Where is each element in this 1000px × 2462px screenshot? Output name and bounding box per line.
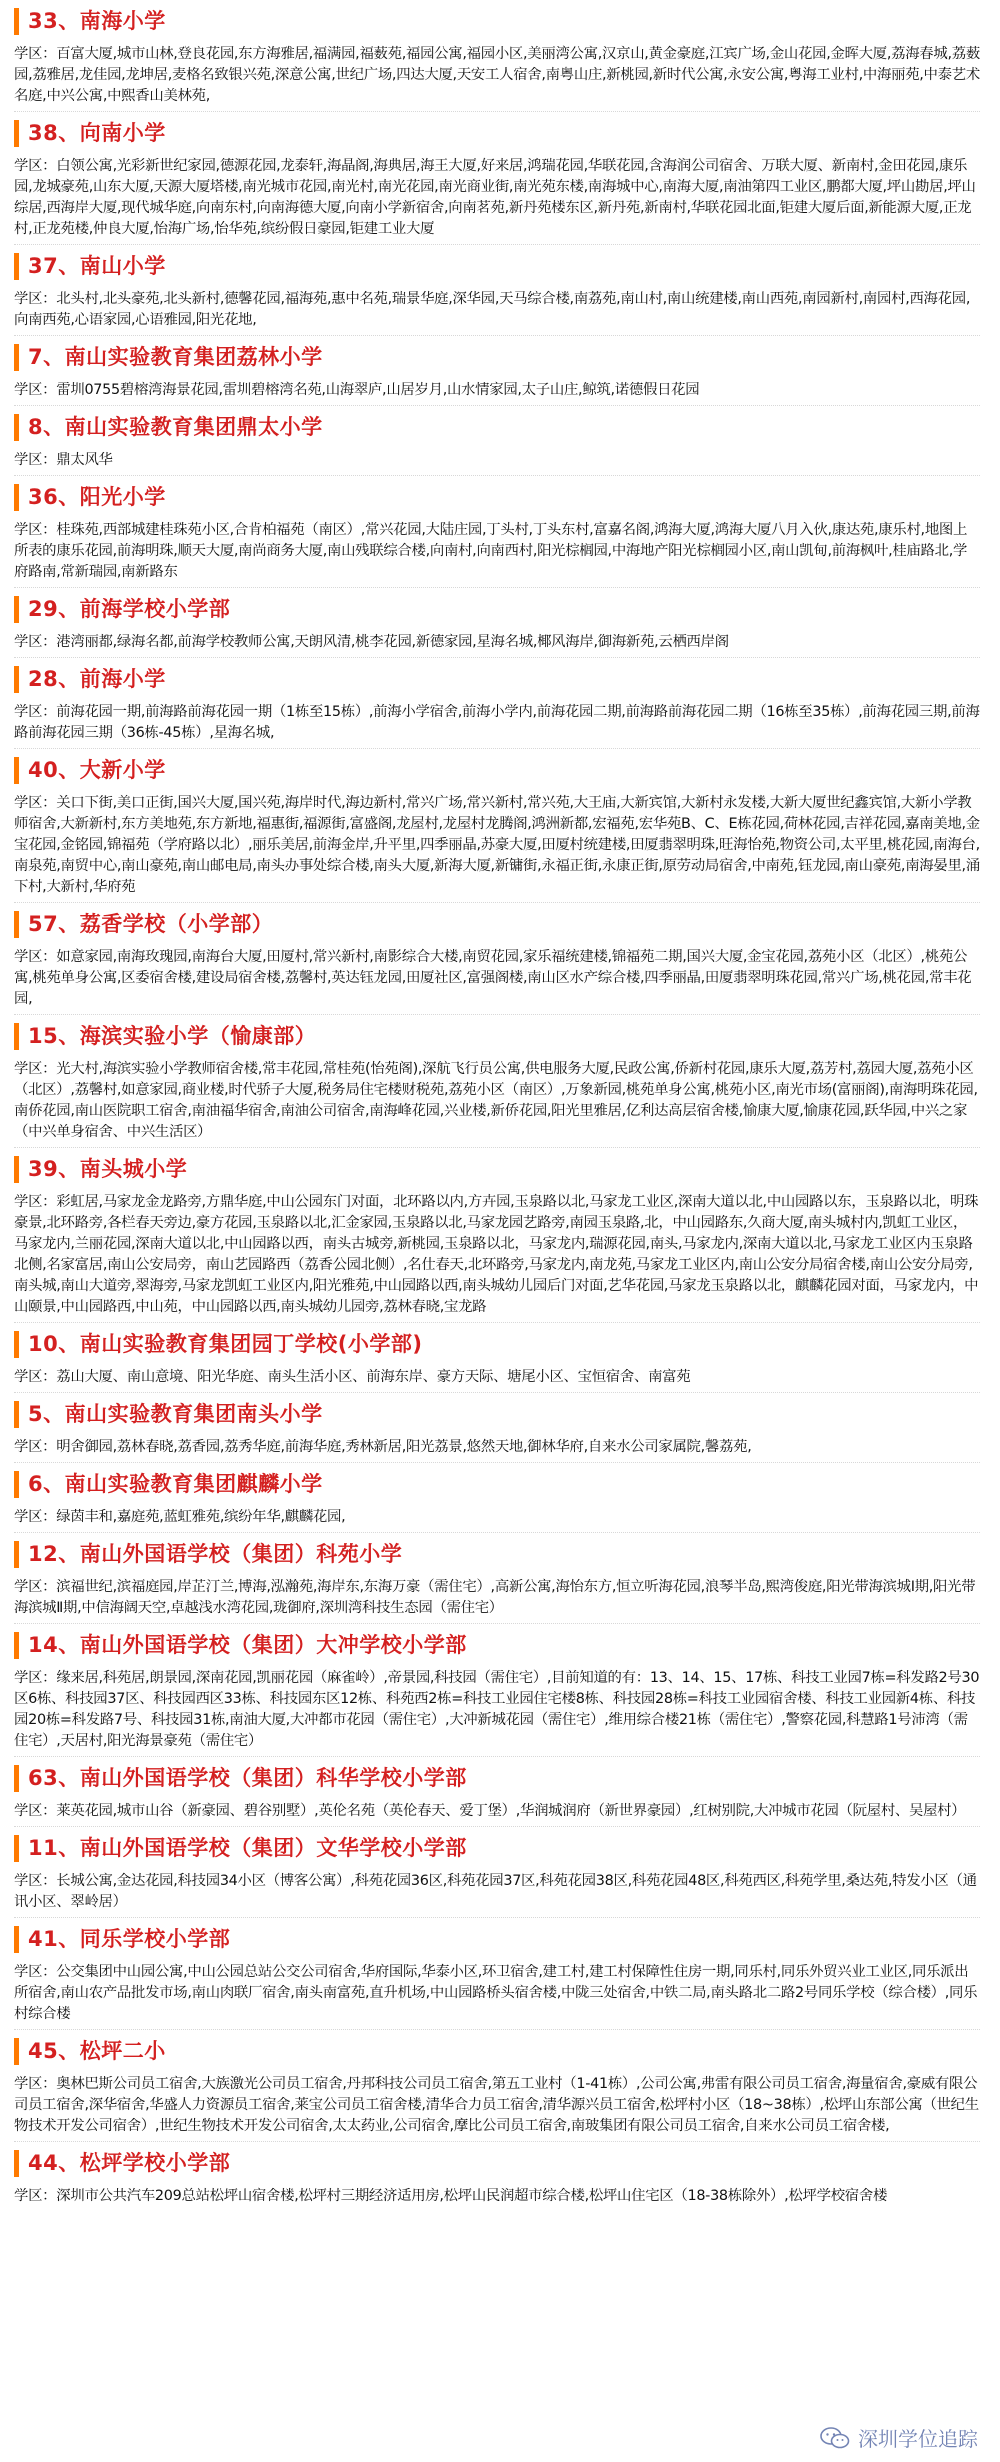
school-entry	[14, 1918, 980, 2030]
school-district-text: 学区：前海花园一期,前海路前海花园一期（1栋至15栋）,前海小学宿舍,前海小学内,前海花园二期,前海路前海花园二期（16栋至35栋）,前海花园三期,前海路前海花园三期（36栋-45栋）,星海名城,	[14, 704, 980, 741]
orange-bar-marker	[14, 1632, 19, 1659]
school-title: 63、南山外国语学校（集团）科华学校小学部	[28, 1766, 467, 1790]
school-title: 28、前海小学	[28, 667, 166, 691]
school-district-text: 学区：光大村,海滨实验小学教师宿舍楼,常丰花园,常桂苑(怡苑阁),深航飞行员公寓,供电服务大厦,民政公寓,侨新村花园,康乐大厦,荔芳村,荔园大厦,荔苑小区（北区）,荔馨村,如意家园,商业楼,时代骄子大厦,税务局住宅楼财税苑,荔苑小区（南区）,万象新园,桃苑单身公寓,桃苑小区,南光市场(富丽阁),南海明珠花园,南侨花园,南山医院职工宿舍,南油福华宿舍,南油公司宿舍,南海峰花园,兴业楼,新侨花园,阳光里雅居,亿利达高层宿舍楼,愉康大厦,愉康花园,跃华园,中兴之家（中兴单身宿舍、中兴生活区）	[14, 1061, 978, 1140]
school-title: 8、南山实验教育集团鼎太小学	[28, 415, 323, 439]
orange-bar-marker	[14, 1765, 19, 1792]
orange-bar-marker	[14, 1401, 19, 1428]
school-district-text: 学区：如意家园,南海玫瑰园,南海台大厦,田厦村,常兴新村,南影综合大楼,南贸花园,家乐福统建楼,锦福苑二期,国兴大厦,金宝花园,荔苑小区（北区）,桃苑公寓,桃苑单身公寓,区委宿舍楼,建设局宿舍楼,荔馨村,英达钰龙园,田厦社区,富强阁楼,南山区水产综合楼,四季丽晶,田厦翡翠明珠花园,常兴广场,桃花园,常丰花园,	[14, 949, 972, 1007]
school-district-text: 学区：彩虹居,马家龙金龙路旁,方鼎华庭,中山公园东门对面，北环路以内,方卉园,玉泉路以北,马家龙工业区,深南大道以北,中山园路以东，玉泉路以北，明珠豪景,北环路旁,各栏春天旁边,豪方花园,玉泉路以北,汇金家园,玉泉路以北,马家龙园艺路旁,南园玉泉路,北，中山园路东,久商大厦,南头城村内,凯虹工业区，马家龙内,兰丽花园,深南大道以北,中山园路以西，南头古城旁,新桃园,玉泉路以北，马家龙内,瑞源花园,南头,马家龙内,深南大道以北,马家龙工业区内玉泉路北侧,名家富居,南山公安局旁，南山艺园路西（荔香公园北侧）,名仕春天,北环路旁,马家龙内,南龙苑,马家龙工业区内,南山公安分局宿舍楼,南山公安分局旁,南头城,南山大道旁,翠海旁,马家龙凯虹工业区内,阳光雅苑,中山园路以西,南头城幼儿园后门对面,艺华花园,马家龙玉泉路以北，麒麟花园对面，马家龙内，中山颐景,中山园路西,中山苑，中山园路以西,南头城幼儿园旁,荔林春晓,宝龙路	[14, 1194, 979, 1315]
orange-bar-marker	[14, 414, 19, 441]
school-district-text: 学区：关口下街,美口正街,国兴大厦,国兴苑,海岸时代,海边新村,常兴广场,常兴新村,常兴苑,大王庙,大新宾馆,大新村永发楼,大新大厦世纪鑫宾馆,大新小学教师宿舍,大新新村,东方美地苑,东方新地,福惠街,福源街,富盛阁,龙屋村,龙屋村龙腾阁,鸿洲新都,宏福苑,宏华苑B、C、E栋花园,荷林花园,吉祥花园,嘉南美地,金宝花园,金铭园,锦福苑（学府路以北）,丽乐美居,前海金岸,升平里,四季丽晶,苏豪大厦,田厦村统建楼,田厦翡翠明珠,旺海怡苑,物资公司,太平里,桃花园,南海台,南泉苑,南贸中心,南山豪苑,南山邮电局,南头办事处综合楼,南头大厦,新海大厦,新镛街,永福正街,永康正街,原劳动局宿舍,中南苑,钰龙园,南山豪苑,南海晏里,涌下村,大新村,华府苑	[14, 795, 980, 895]
orange-bar-marker	[14, 596, 19, 623]
school-entry	[14, 588, 980, 658]
school-district-text: 学区：明舍御园,荔林春晓,荔香园,荔秀华庭,前海华庭,秀林新居,阳光荔景,悠然天地,御林华府,自来水公司家属院,馨荔苑,	[14, 1439, 752, 1455]
orange-bar-marker	[14, 911, 19, 938]
school-district-text: 学区：公交集团中山园公寓,中山公园总站公交公司宿舍,华府国际,华泰小区,环卫宿舍,建工村,建工村保障性住房一期,同乐村,同乐外贸兴业工业区,同乐派出所宿舍,南山农产品批发市场,南山肉联厂宿舍,南头南富苑,直升机场,中山园路桥头宿舍楼,中陇三处宿舍,中铁二局,南头路北二路2号同乐学校（综合楼）,同乐村综合楼	[14, 1964, 978, 2022]
school-district-text: 学区：桂珠苑,西部城建桂珠苑小区,合肯柏福苑（南区）,常兴花园,大陆庄园,丁头村,丁头东村,富嘉名阁,鸿海大厦,鸿海大厦八月入伙,康达苑,康乐村,地图上所表的康乐花园,前海明珠,顺天大厦,南尚商务大厦,南山残联综合楼,向南村,向南西村,阳光棕榈园,中海地产阳光棕榈园小区,南山凯甸,前海枫叶,桂庙路北,学府路南,常新瑞园,南新路东	[14, 522, 968, 580]
school-district-text: 学区：深圳市公共汽车209总站松坪山宿舍楼,松坪村三期经济适用房,松坪山民润超市综合楼,松坪山住宅区（18-38栋除外）,松坪学校宿舍楼	[14, 2188, 888, 2204]
orange-bar-marker	[14, 2150, 19, 2177]
school-district-text: 学区：北头村,北头豪苑,北头新村,德馨花园,福海苑,惠中名苑,瑞景华庭,深华园,天马综合楼,南荔苑,南山村,南山统建楼,南山西苑,南园新村,南园村,西海花园,向南西苑,心语家园,心语雅园,阳光花地,	[14, 291, 971, 328]
orange-bar-marker	[14, 757, 19, 784]
school-entry	[14, 2142, 980, 2207]
school-entry	[14, 245, 980, 336]
school-entry	[14, 1463, 980, 1533]
school-title: 33、南海小学	[28, 9, 166, 33]
school-district-text: 学区：滨福世纪,滨福庭园,岸芷汀兰,博海,泓瀚苑,海岸东,东海万豪（需住宅）,高新公寓,海怡东方,恒立听海花园,浪琴半岛,熙湾俊庭,阳光带海滨城Ⅰ期,阳光带海滨城Ⅱ期,中信海阔天空,卓越浅水湾花园,珑御府,深圳湾科技生态园（需住宅）	[14, 1579, 976, 1616]
school-title: 37、南山小学	[28, 254, 166, 278]
school-entry	[14, 1827, 980, 1918]
school-title: 57、荔香学校（小学部）	[28, 912, 274, 936]
school-entry	[14, 1148, 980, 1323]
school-district-text: 学区：长城公寓,金达花园,科技园34小区（博客公寓）,科苑花园36区,科苑花园37区,科苑花园38区,科苑花园48区,科苑西区,科苑学里,桑达苑,特发小区（通讯小区、翠岭居）	[14, 1873, 977, 1910]
school-entry	[14, 336, 980, 406]
school-entry	[14, 658, 980, 749]
orange-bar-marker	[14, 1156, 19, 1183]
school-entry	[14, 2030, 980, 2142]
school-entry	[14, 903, 980, 1015]
school-title: 6、南山实验教育集团麒麟小学	[28, 1472, 323, 1496]
school-title: 44、松坪学校小学部	[28, 2151, 231, 2175]
orange-bar-marker	[14, 1471, 19, 1498]
orange-bar-marker	[14, 8, 19, 35]
school-title: 36、阳光小学	[28, 485, 166, 509]
orange-bar-marker	[14, 1926, 19, 1953]
school-district-text: 学区：荔山大厦、南山意境、阳光华庭、南头生活小区、前海东岸、豪方天际、塘尾小区、宝恒宿舍、南富苑	[14, 1369, 691, 1385]
school-entry	[14, 1015, 980, 1148]
school-district-text: 学区：缘来居,科苑居,朗景园,深南花园,凯丽花园（麻雀岭）,帝景园,科技园（需住宅）,目前知道的有：13、14、15、17栋、科技工业园7栋=科发路2号30区6栋、科技园37区、科技园西区33栋、科技园东区12栋、科苑西2栋=科技工业园住宅楼8栋、科技园28栋=科技工业园宿舍楼、科技工业园新4栋、科技园20栋=科发路7号、科技园31栋,南油大厦,大冲都市花园（需住宅）,大冲新城花园（需住宅）,维用综合楼21栋（需住宅）,警察花园,科慧路1号沛湾（需住宅）,天居村,阳光海景豪苑（需住宅）	[14, 1670, 980, 1749]
school-title: 12、南山外国语学校（集团）科苑小学	[28, 1542, 403, 1566]
school-title: 5、南山实验教育集团南头小学	[28, 1402, 323, 1426]
school-list	[14, 0, 980, 2207]
school-district-text: 学区：奥林巴斯公司员工宿舍,大族激光公司员工宿舍,丹邦科技公司员工宿舍,第五工业村（1-41栋）,公司公寓,弗雷有限公司员工宿舍,海量宿舍,豪威有限公司员工宿舍,深华宿舍,华盛人力资源员工宿舍,莱宝公司员工宿舍楼,清华合力员工宿舍,清华源兴员工宿舍,松坪村小区（18~38栋）,松坪山东部公寓（世纪生物技术开发公司宿舍）,世纪生物技术开发公司宿舍,太太药业,公司宿舍,摩比公司员工宿舍,南玻集团有限公司员工宿舍,自来水公司员工宿舍楼,	[14, 2076, 979, 2134]
school-title: 7、南山实验教育集团荔林小学	[28, 345, 323, 369]
school-entry	[14, 406, 980, 476]
school-entry	[14, 112, 980, 245]
school-entry	[14, 1624, 980, 1757]
school-title: 11、南山外国语学校（集团）文华学校小学部	[28, 1836, 467, 1860]
orange-bar-marker	[14, 1023, 19, 1050]
orange-bar-marker	[14, 120, 19, 147]
school-entry	[14, 1533, 980, 1624]
school-entry	[14, 0, 980, 112]
school-entry	[14, 1757, 980, 1827]
orange-bar-marker	[14, 2038, 19, 2065]
school-title: 38、向南小学	[28, 121, 166, 145]
school-district-text: 学区：绿茵丰和,嘉庭苑,蓝虹雅苑,缤纷年华,麒麟花园,	[14, 1509, 346, 1525]
school-title: 45、松坪二小	[28, 2039, 166, 2063]
school-entry	[14, 1393, 980, 1463]
orange-bar-marker	[14, 666, 19, 693]
watermark	[820, 2423, 978, 2452]
school-district-text: 学区：白领公寓,光彩新世纪家园,德源花园,龙泰轩,海晶阁,海典居,海王大厦,好来居,鸿瑞花园,华联花园,含海润公司宿舍、万联大厦、新南村,金田花园,康乐园,龙城豪苑,山东大厦,天源大厦塔楼,南光城市花园,南光村,南光花园,南光商业街,南光苑东楼,南海城中心,南海大厦,南油第四工业区,鹏都大厦,坪山勘居,坪山综居,西海岸大厦,现代城华庭,向南东村,向南海德大厦,向南小学新宿舍,向南茗苑,新丹苑楼东区,新丹苑,新南村,华联花园北面,钜建大厦后面,新能源大厦,正龙村,正龙苑楼,仲良大厦,怡海广场,怡华苑,缤纷假日豪园,钜建工业大厦	[14, 158, 976, 237]
orange-bar-marker	[14, 344, 19, 371]
school-title: 15、海滨实验小学（愉康部）	[28, 1024, 317, 1048]
orange-bar-marker	[14, 1541, 19, 1568]
school-title: 14、南山外国语学校（集团）大冲学校小学部	[28, 1633, 467, 1657]
school-district-text: 学区：港湾丽都,绿海名都,前海学校教师公寓,天朗风清,桃李花园,新德家园,星海名城,椰风海岸,御海新苑,云栖西岸阁	[14, 634, 729, 650]
school-title: 41、同乐学校小学部	[28, 1927, 231, 1951]
orange-bar-marker	[14, 253, 19, 280]
orange-bar-marker	[14, 1835, 19, 1862]
school-title: 39、南头城小学	[28, 1157, 188, 1181]
orange-bar-marker	[14, 1331, 19, 1358]
school-district-text: 学区：百富大厦,城市山林,登良花园,东方海雅居,福满园,福薮苑,福园公寓,福园小区,美丽湾公寓,汉京山,黄金豪庭,江宾广场,金山花园,金晖大厦,荔海春城,荔薮园,荔雅居,龙佳园,龙坤居,麦格名致银兴苑,深意公寓,世纪广场,四达大厦,天安工人宿舍,南粤山庄,新桃园,新时代公寓,永安公寓,粤海工业村,中海丽苑,中泰艺术名庭,中兴公寓,中熙香山美林苑,	[14, 46, 980, 104]
school-entry	[14, 749, 980, 903]
wechat-icon	[820, 2426, 850, 2450]
orange-bar-marker	[14, 484, 19, 511]
school-title: 40、大新小学	[28, 758, 166, 782]
school-title: 29、前海学校小学部	[28, 597, 231, 621]
school-district-text: 学区：雷圳0755碧榕湾海景花园,雷圳碧榕湾名苑,山海翠庐,山居岁月,山水情家园,太子山庄,鲸筑,诺德假日花园	[14, 382, 700, 398]
school-title: 10、南山实验教育集团园丁学校(小学部)	[28, 1332, 423, 1356]
school-district-text: 学区：莱英花园,城市山谷（新豪园、碧谷别墅）,英伦名苑（英伦春天、爱丁堡）,华润城润府（新世界豪园）,红树别院,大冲城市花园（阮屋村、吴屋村）	[14, 1803, 966, 1819]
school-district-text: 学区：鼎太风华	[14, 452, 113, 468]
watermark-text: 深圳学位追踪	[858, 2427, 978, 2451]
school-entry	[14, 1323, 980, 1393]
school-entry	[14, 476, 980, 588]
